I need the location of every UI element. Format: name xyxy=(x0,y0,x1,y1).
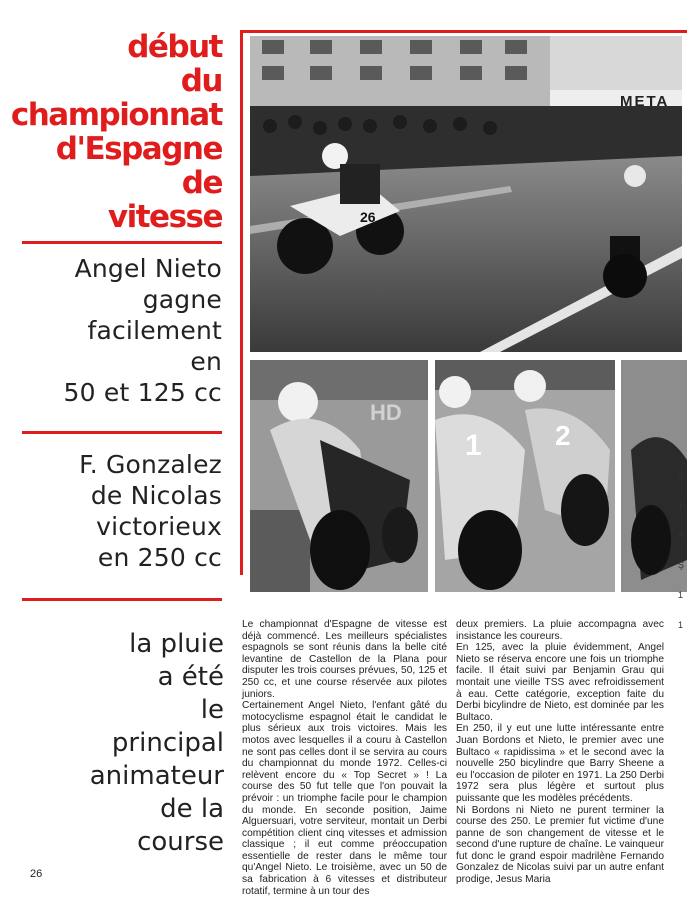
edge-glyph: 1 xyxy=(678,500,684,510)
meta-sign: META xyxy=(620,93,670,110)
subtitle-nieto xyxy=(10,253,222,408)
edge-glyphs xyxy=(678,460,687,640)
subtitle-line: en xyxy=(190,347,222,376)
headline-line: début xyxy=(127,29,222,65)
headline-line: championnat xyxy=(10,97,222,133)
divider-rule xyxy=(22,241,222,244)
paragraph: Le championnat d'Espagne de vitesse est déjà commencé. Les meilleurs spécialistes espagnols se sont réunis dans la belle cité levantine de Castellon de la Plana pour disputer les trois courses prévues, 50, 125 et 250 cc, et une course réservée aux pilotes juniors. xyxy=(242,619,447,700)
article-column-2 xyxy=(456,619,664,886)
subtitle-line: gagne xyxy=(142,285,222,314)
rider-number: 2 xyxy=(555,420,571,451)
pull-quote-line: principal xyxy=(111,728,224,758)
subtitle-line: Angel Nieto xyxy=(74,254,222,283)
paragraph: Certainement Angel Nieto, l'enfant gâté du motocyclisme espagnol était le candidat le plus sérieux aux trois victoires. Mais les motos avec lesquelles il a couru à Castellon ne sont pas celles dont il se servira au cours du championnat du monde 1972. Celles-ci relèvent encore du « Top Secret » ! La course des 50 fut telle que l'on pouvait la prévoir : un triomphe facile pour le champion du monde. En seconde position, Jaime Alguersuari, votre serviteur, montait un Derbi compétition client cinq vitesses et admission classique ; il eut comme préoccupation essentielle de rester dans le même tour qu'Angel Nieto. Le troisième, avec un 50 de sa fabrication à 6 vitesses et distributeur rotatif, termine à un tour des xyxy=(242,700,447,897)
pull-quote xyxy=(10,628,224,859)
divider-rule xyxy=(22,598,222,601)
riders-duel-photo xyxy=(435,360,615,592)
pull-quote-line: de la xyxy=(160,794,224,824)
subtitle-gonzalez xyxy=(10,449,222,573)
pull-quote-line: course xyxy=(137,827,224,857)
edge-glyph: Ş xyxy=(678,560,685,570)
subtitle-line: facilement xyxy=(87,316,222,345)
page-number: 26 xyxy=(30,868,43,880)
divider-rule xyxy=(22,431,222,434)
pull-quote-line: le xyxy=(200,695,224,725)
rider-number: 26 xyxy=(360,209,376,225)
edge-glyph: 1 xyxy=(678,590,684,600)
headline-line: de xyxy=(181,165,222,201)
rider-number: 1 xyxy=(465,429,482,462)
edge-glyph: 3 xyxy=(678,470,684,480)
frame-left-rule xyxy=(240,30,243,575)
pull-quote-line: animateur xyxy=(89,761,224,791)
article-column-1 xyxy=(242,619,447,897)
headline xyxy=(10,30,222,234)
edge-glyph: 1 xyxy=(678,620,684,630)
paragraph: deux premiers. La pluie accompagna avec insistance les coureurs. xyxy=(456,619,664,642)
subtitle-line: en 250 cc xyxy=(97,543,222,572)
pull-quote-line: a été xyxy=(157,662,224,692)
watermark: HD xyxy=(370,400,402,425)
paragraph: Ni Bordons ni Nieto ne purent terminer la course des 250. Le premier fut victime d'une panne de son changement de vitesse et le second d'une rupture de chaîne. Le vainqueur fut donc le grand espoir madrilène Fernando Gonzalez de Nicolas suivi par un autre enfant prodige, Jesus Maria xyxy=(456,804,664,886)
headline-line: vitesse xyxy=(107,199,222,235)
subtitle-line: victorieux xyxy=(96,512,222,541)
edge-glyph: A xyxy=(678,530,685,540)
subtitle-line: de Nicolas xyxy=(90,481,222,510)
subtitle-line: F. Gonzalez xyxy=(79,450,222,479)
race-start-photo xyxy=(250,36,682,352)
rider-closeup-photo xyxy=(250,360,428,592)
subtitle-line: 50 et 125 cc xyxy=(63,378,222,407)
headline-line: d'Espagne xyxy=(55,131,222,167)
paragraph: En 250, il y eut une lutte intéressante entre Juan Bordons et Nieto, le premier avec une Bultaco « rapidissima » et le second avec la nouvelle 250 bicylindre que Barry Sheene a eu l'occasion de piloter en 1971. La 250 Derbi 1972 sera plus légère et surtout plus puissante que les modèles précédents. xyxy=(456,723,664,804)
headline-line: du xyxy=(180,63,222,99)
paragraph: En 125, avec la pluie évidemment, Angel Nieto se réserva encore une fois un triomphe facile. Il était suivi par Benjamin Grau qui montait une vieille TSS avec refroidissement à eau. Cette catégorie, exception faite du Derbi bicylindre de Nieto, est dominée par les Bultaco. xyxy=(456,642,664,723)
pull-quote-line: la pluie xyxy=(129,629,224,659)
frame-top-rule xyxy=(240,30,687,33)
